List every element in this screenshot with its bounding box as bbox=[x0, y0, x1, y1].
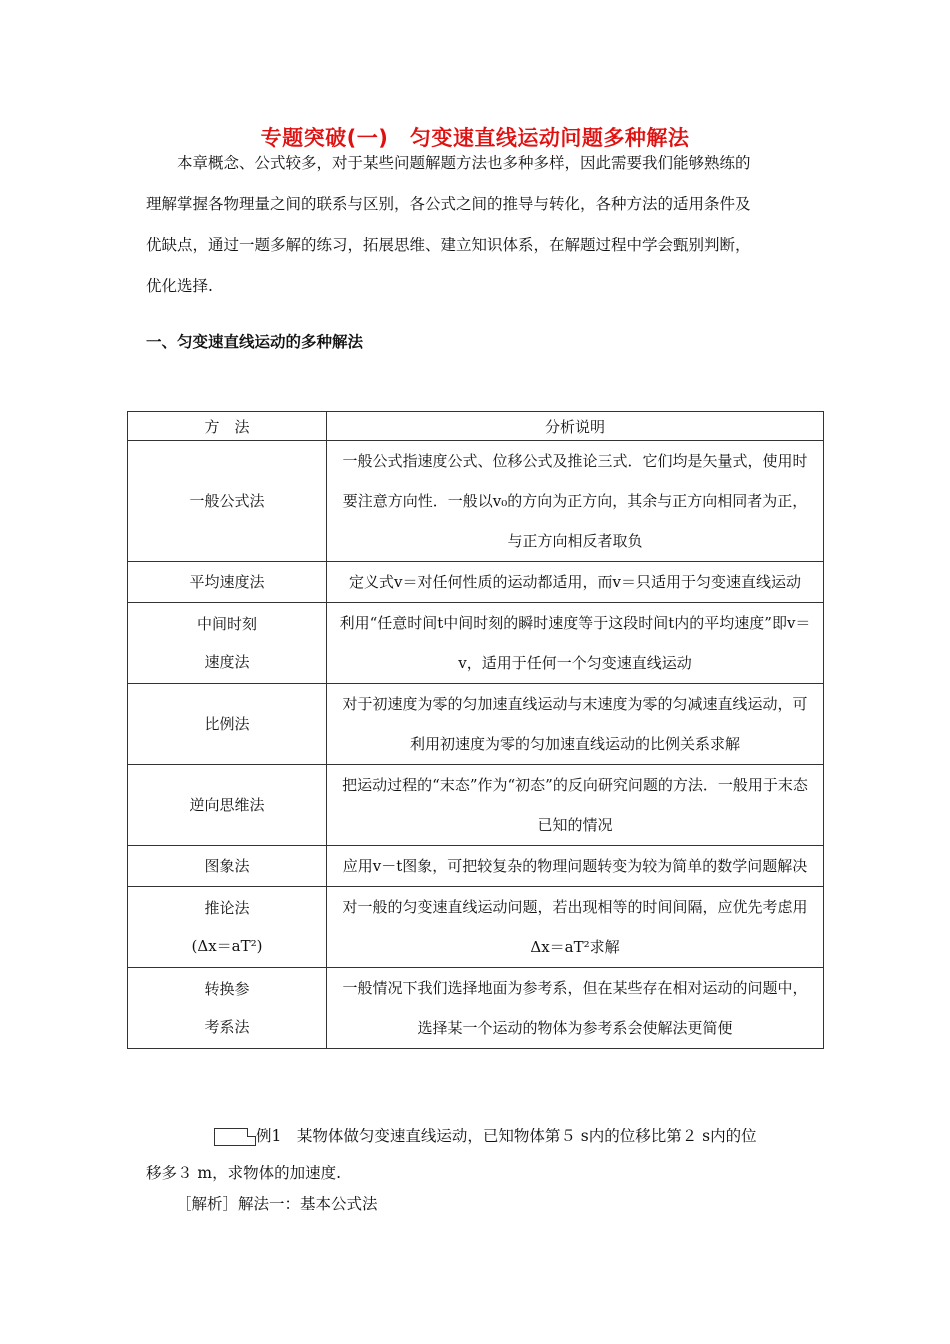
method-name: (Δx＝aT²) bbox=[191, 937, 263, 955]
method-name: 转换参 bbox=[204, 980, 250, 998]
method-cell bbox=[128, 968, 327, 1049]
method-cell bbox=[128, 887, 327, 968]
methods-table bbox=[127, 411, 824, 1049]
intro-line: 本章概念、公式较多，对于某些问题解题方法也多种多样，因此需要我们能够熟练的 bbox=[177, 154, 751, 172]
method-name: 图象法 bbox=[204, 857, 250, 875]
note-icon bbox=[214, 1128, 256, 1146]
description-cell: 定义式v＝对任何性质的运动都适用，而v＝只适用于匀变速直线运动 bbox=[327, 562, 824, 603]
description-cell: 一般情况下我们选择地面为参考系，但在某些存在相对运动的问题中，选择某一个运动的物体为参考系会使解法更简便 bbox=[327, 968, 824, 1049]
method-name: 平均速度法 bbox=[189, 573, 265, 591]
intro-line: 优化选择. bbox=[146, 277, 213, 295]
method-cell bbox=[128, 765, 327, 846]
method-cell bbox=[128, 684, 327, 765]
description-cell: 对于初速度为零的匀加速直线运动与末速度为零的匀减速直线运动，可利用初速度为零的匀加速直线运动的比例关系求解 bbox=[327, 684, 824, 765]
method-name: 考系法 bbox=[204, 1018, 250, 1036]
description-cell: 应用v－t图象，可把较复杂的物理问题转变为较为简单的数学问题解决 bbox=[327, 846, 824, 887]
method-name: 比例法 bbox=[204, 715, 250, 733]
analysis-line: ［解析］解法一：基本公式法 bbox=[176, 1195, 378, 1213]
description-cell: 利用“任意时间t中间时刻的瞬时速度等于这段时间t内的平均速度”即v＝v，适用于任何一个匀变速直线运动 bbox=[327, 603, 824, 684]
method-name: 推论法 bbox=[204, 899, 250, 917]
example-label: 例1 bbox=[256, 1127, 282, 1145]
table-row bbox=[128, 684, 824, 765]
method-name: 一般公式法 bbox=[189, 492, 265, 510]
method-name: 速度法 bbox=[204, 653, 250, 671]
method-cell bbox=[128, 441, 327, 562]
intro-line: 理解掌握各物理量之间的联系与区别，各公式之间的推导与转化，各种方法的适用条件及 bbox=[146, 195, 751, 213]
example-text: 某物体做匀变速直线运动，已知物体第５ s内的位移比第２ s内的位 bbox=[281, 1127, 757, 1145]
table-row bbox=[128, 968, 824, 1049]
method-name: 逆向思维法 bbox=[189, 796, 265, 814]
description-cell: 把运动过程的“末态”作为“初态”的反向研究问题的方法．一般用于末态已知的情况 bbox=[327, 765, 824, 846]
table-row bbox=[128, 887, 824, 968]
example-block bbox=[146, 1118, 810, 1192]
header-description: 分析说明 bbox=[327, 412, 824, 441]
section-heading: 一、匀变速直线运动的多种解法 bbox=[146, 333, 364, 351]
description-cell: 一般公式指速度公式、位移公式及推论三式．它们均是矢量式，使用时要注意方向性．一般以v₀的方向为正方向，其余与正方向相同者为正，与正方向相反者取负 bbox=[327, 441, 824, 562]
method-cell bbox=[128, 603, 327, 684]
table-row bbox=[128, 603, 824, 684]
example-text: 移多３ m，求物体的加速度. bbox=[146, 1164, 342, 1182]
method-cell bbox=[128, 846, 327, 887]
intro-line: 优缺点，通过一题多解的练习，拓展思维、建立知识体系，在解题过程中学会甄别判断， bbox=[146, 236, 751, 254]
page-title: 专题突破(一) 匀变速直线运动问题多种解法 bbox=[260, 126, 690, 150]
table-row bbox=[128, 562, 824, 603]
intro-paragraph bbox=[146, 143, 810, 307]
table-row bbox=[128, 441, 824, 562]
table-row bbox=[128, 765, 824, 846]
header-method: 方 法 bbox=[128, 412, 327, 441]
method-name: 中间时刻 bbox=[196, 615, 257, 633]
table-header-row bbox=[128, 412, 824, 441]
table-row bbox=[128, 846, 824, 887]
description-cell: 对一般的匀变速直线运动问题，若出现相等的时间间隔，应优先考虑用 Δx＝aT²求解 bbox=[327, 887, 824, 968]
method-cell bbox=[128, 562, 327, 603]
